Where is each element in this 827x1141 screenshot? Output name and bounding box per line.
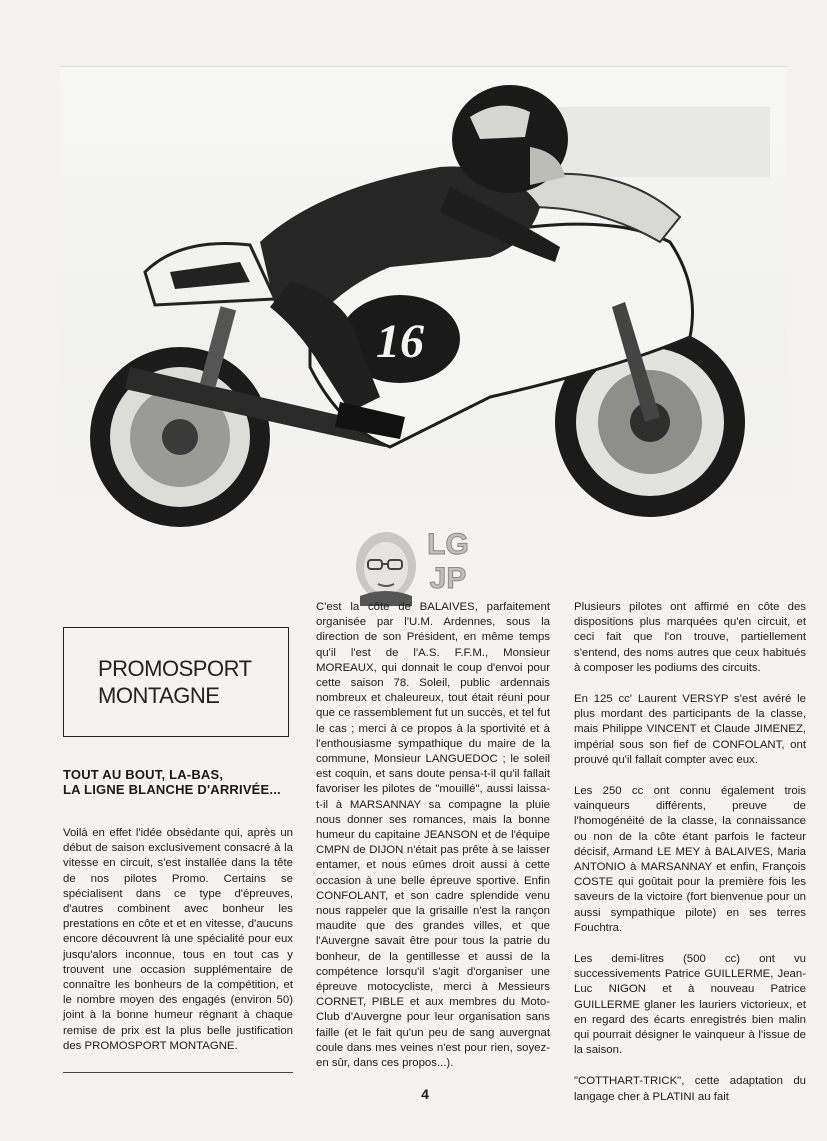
author-portrait xyxy=(350,526,420,606)
article-column-2 xyxy=(316,600,550,1087)
paragraph: Les demi-litres (500 cc) ont vu successivements Patrice GUILLERME, Jean-Luc NIGON et à nouveau Patrice GUILLERME glaner les lauriers victorieux, et en regard des écarts enregistrés bien malin qui pourrait désigner le vainqueur à l'issue de la saison. xyxy=(574,953,806,1057)
article-column-3 xyxy=(574,600,806,1121)
section-title-line-1: PROMOSPORT xyxy=(98,656,252,681)
author-logo xyxy=(418,528,478,602)
column-divider-rule xyxy=(63,1072,293,1073)
race-number: 16 xyxy=(376,315,424,368)
paragraph: Les 250 cc ont connu également trois vainqueurs différents, preuve de l'homogénéité de la classe, la connaissance ou non de la côte étant parfois le facteur décisif, Armand LE MEY à BALAIVES, Maria ANTONIO à MARSANNAY et enfin, François COSTE qui goûtait pour la première fois les saveurs de la victoire (fort bienvenue pour un aussi sympathique pilote) en ses terres Fouchtra. xyxy=(574,785,806,934)
subheading-line-1: TOUT AU BOUT, LA-BAS, xyxy=(63,767,224,782)
paragraph: C'est la côte de BALAIVES, parfaitement organisée par l'U.M. Ardennes, sous la direction de son Président, en même temps qu'il l'est de l'A.S. F.F.M., Monsieur MOREAUX, qui donnait le coup d'envoi pour cette saison 78. Soleil, public ardennais nombreux et chaleureux, tout était réuni pour que ce rassemblement fut un succès, et tel fut le cas ; merci à ce propos à la sportivité et à l'enthousiasme sympathique du maire de la commune, Monsieur LANGUEDOC ; le soleil est coquin, et sans doute pensa-t-il qu'il fallait favoriser les pilotes de "mouillé", aussi laissa-t-il à MARSANNAY sa compagne la pluie nous donner ses romances, mais la bonne humeur du capitaine JEANSON et de l'équipe CMPN de DIJON n'était pas prête à se laisser entamer, et nous eûmes droit aussi à cette occasion à une belle épreuve sportive. Enfin CONFOLANT, et son cadre splendide venu nous rappeler que la grisaille n'est la rançon maudite que des grandes villes, et que l'Auvergne savait être pour tous la patrie du bonheur, de la gentillesse et aussi de la compétence lorsqu'il s'agit d'organiser une épreuve motocycliste, merci à Messieurs CORNET, PIBLE et aux membres du Moto-Club d'Auvergne pour leur organisation sans faille (et le fait qu'un peu de sang auvergnat coule dans mes veines n'est pour rien, soyez-en sûr, dans ces propos...). xyxy=(316,601,550,1070)
section-title-line-2: MONTAGNE xyxy=(98,683,220,708)
paragraph: "COTTHART-TRICK", cette adaptation du langage cher à PLATINI au fait xyxy=(574,1075,806,1103)
article-column-1 xyxy=(63,826,293,1070)
subheading-line-2: LA LIGNE BLANCHE D'ARRIVÉE... xyxy=(63,782,281,797)
logo-line-2: JP xyxy=(429,562,467,595)
logo-line-1: LG xyxy=(427,528,469,561)
motorcycle-photo xyxy=(60,66,787,537)
paragraph: En 125 cc' Laurent VERSYP s'est avéré le plus mordant des participants de la classe, mais Philippe VINCENT et Claude JIMENEZ, impérial sous son fief de CONFOLANT, ont prouvé qu'il fallait compter avec eux. xyxy=(574,693,806,766)
helmet xyxy=(452,85,568,193)
section-title-box xyxy=(63,627,289,737)
paragraph: Voilà en effet l'idée obsédante qui, après un début de saison exclusivement consacré à la vitesse en circuit, s'est installée dans la tête de nos pilotes Promo. Certains se spécialisent dans ce type d'épreuves, d'autres combinent avec bonheur les prestations en côte et et en vitesse, d'aucuns encore découvrent là une spécialité pour eux jusqu'alors inconnue, tous en tout cas y trouvent une occasion supplémentaire de connaître les bonheurs de la compétition, et le nombre moyen des engagés (environ 50) joint à la bonne humeur régnant à chaque remise de prix est la plus belle justification des PROMOSPORT MONTAGNE. xyxy=(63,827,293,1052)
page-number: 4 xyxy=(421,1086,429,1102)
rear-wheel xyxy=(90,347,270,527)
paragraph: Plusieurs pilotes ont affirmé en côte des dispositions plus marquées qu'en circuit, et ceci fait que l'on trouve, partiellement s'entend, des noms autres que ceux habitués à composer les podiums des circuits. xyxy=(574,601,806,674)
subheading xyxy=(63,767,298,797)
